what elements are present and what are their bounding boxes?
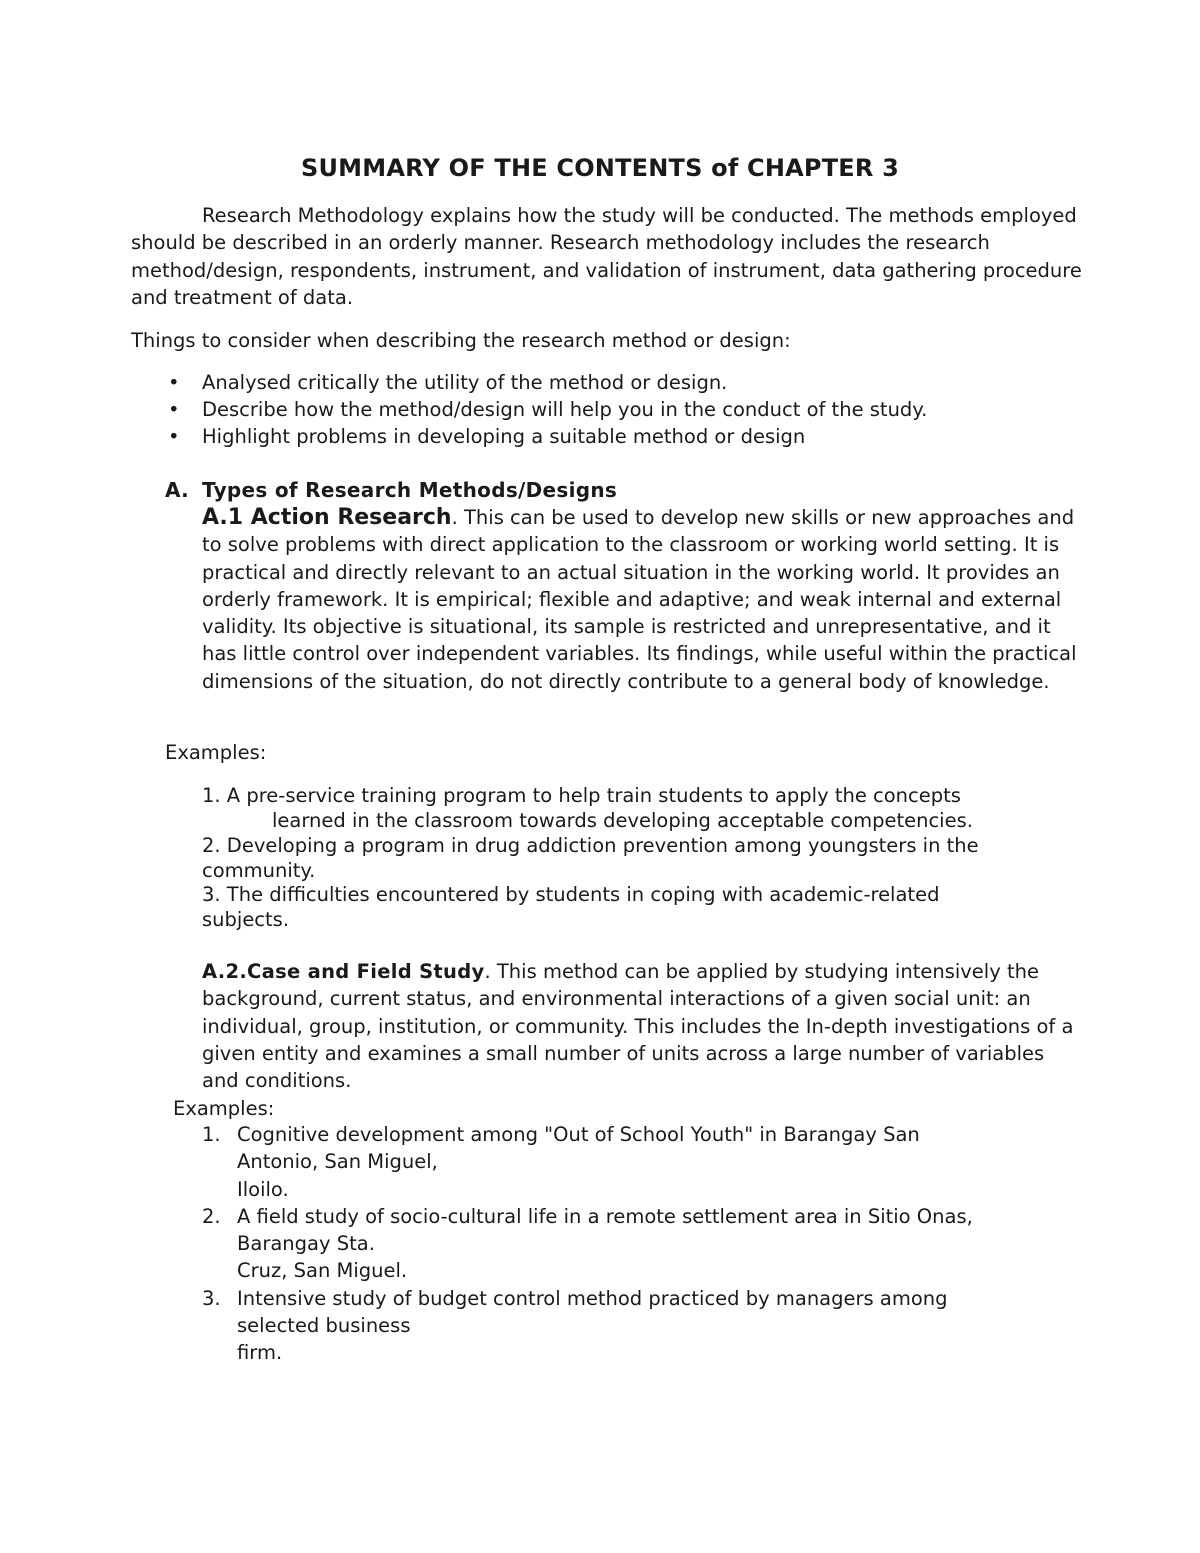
case-field-study-text: . This method can be applied by studying intensively the background, current status, and environmental interactions of a given social unit: an individual, group, institution, or community. This includes the In-depth investigations of a given entity and examines a small number of units across a large number of variables and conditions. xyxy=(202,960,1074,1093)
list-number: 2. xyxy=(202,1204,221,1228)
list-item: 3. The difficulties encountered by students in coping with academic-related xyxy=(202,883,940,906)
list-item: 1. A pre-service training program to help train students to apply the concepts xyxy=(202,784,961,807)
list-number: 1. xyxy=(202,1123,221,1146)
case-study-examples xyxy=(202,1121,1082,1367)
action-research-paragraph xyxy=(202,504,1082,695)
section-title: Types of Research Methods/Designs xyxy=(202,478,618,502)
list-item-continuation: subjects. xyxy=(202,908,290,931)
list-item: 1. Cognitive development among "Out of School Youth" in Barangay San Antonio, San Miguel, Iloilo. xyxy=(202,1123,920,1201)
list-item: • Describe how the method/design will help you in the conduct of the study. xyxy=(168,398,928,421)
examples-label-a2: Examples: xyxy=(173,1097,275,1120)
list-item-continuation: community. xyxy=(202,859,316,882)
section-heading xyxy=(165,478,617,502)
list-item: • Highlight problems in developing a suitable method or design xyxy=(168,425,806,448)
action-research-text: . This can be used to develop new skills or new approaches and to solve problems with direct application to the classroom or working world setting. It is practical and directly relevant to an actual situation in the working world. It provides an orderly framework. It is empirical; flexible and adaptive; and weak internal and external validity. Its objective is situational, its sample is restricted and unrepresentative, and it has little control over independent variables. Its findings, while useful within the practical dimensions of the situation, do not directly contribute to a general body of knowledge. xyxy=(202,506,1077,693)
consider-list xyxy=(131,369,1091,450)
page-title: SUMMARY OF THE CONTENTS of CHAPTER 3 xyxy=(301,154,899,182)
list-item: 2. Developing a program in drug addiction prevention among youngsters in the xyxy=(202,834,979,857)
list-item: • Analysed critically the utility of the method or design. xyxy=(168,371,728,394)
bullet-icon: • xyxy=(168,398,180,421)
bullet-icon: • xyxy=(168,371,180,394)
list-item: 3. Intensive study of budget control method practiced by managers among selected business firm. xyxy=(202,1286,948,1365)
case-field-study-label: A.2.Case and Field Study xyxy=(202,960,485,983)
list-item: 2. A field study of socio-cultural life in a remote settlement area in Sitio Onas, Barangay Sta. Cruz, San Miguel. xyxy=(202,1204,973,1283)
examples-label-a1: Examples: xyxy=(165,741,267,764)
bullet-icon: • xyxy=(168,425,180,448)
intro-paragraph: Research Methodology explains how the study will be conducted. The methods employed should be described in an orderly manner. Research methodology includes the research method/design, respondents, instrument, and validation of instrument, data gathering procedure and treatment of data. xyxy=(131,204,1082,309)
action-research-label: A.1 Action Research xyxy=(202,505,452,530)
list-item-continuation: learned in the classroom towards developing acceptable competencies. xyxy=(272,809,973,832)
list-number: 3. xyxy=(202,1286,221,1310)
section-letter: A. xyxy=(165,478,190,502)
case-field-study-paragraph xyxy=(202,958,1082,1094)
consider-heading: Things to consider when describing the research method or design: xyxy=(131,329,791,352)
